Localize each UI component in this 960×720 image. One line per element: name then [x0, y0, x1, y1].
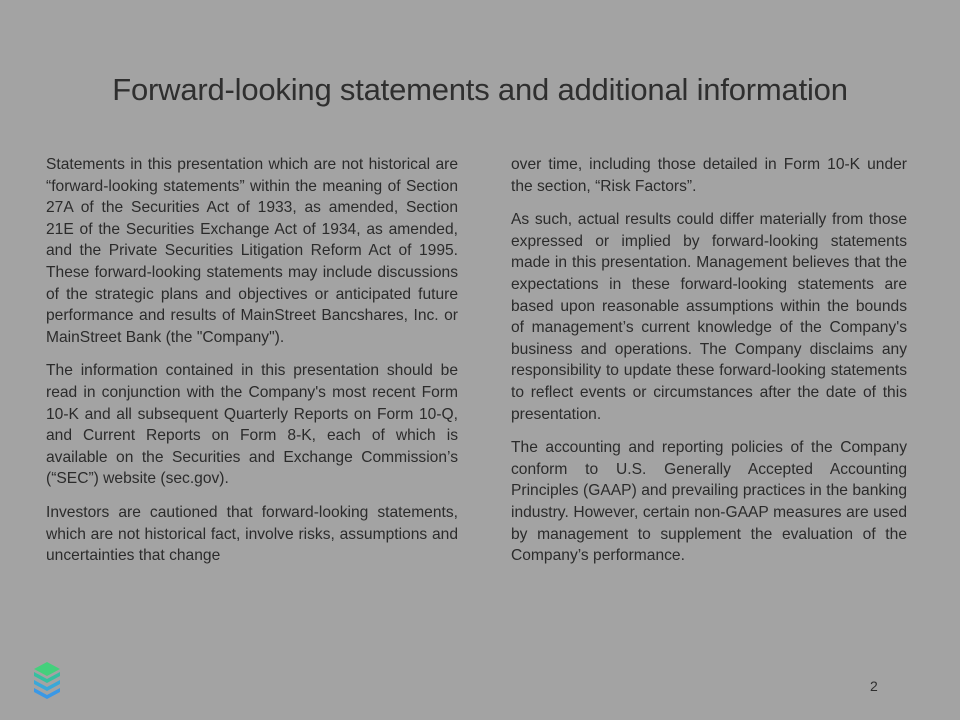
- stacked-layers-logo-icon: [32, 661, 62, 701]
- paragraph-information: The information contained in this presentation should be read in conjunction with the Company's most recent Form 10-K and all subsequent Quarterly Reports on Form 10-Q, and Current Reports on Form 8-K, each of which is available on the Securities and Exchange Commission’s (“SEC”) website (sec.gov).: [46, 362, 458, 488]
- right-text-column: [511, 154, 907, 579]
- paragraph-investors-cautioned: Investors are cautioned that forward-looking statements, which are not historical fact, involve risks, assumptions and uncertainties that change: [46, 503, 458, 565]
- paragraph-accounting-policies: The accounting and reporting policies of the Company conform to U.S. Generally Accepted Accounting Principles (GAAP) and prevailing practices in the banking industry. However, certain non-GAAP measures are used by management to supplement the evaluation of the Company’s performance.: [511, 439, 907, 565]
- slide-title: Forward-looking statements and additional information: [112, 72, 848, 107]
- paragraph-over-time: over time, including those detailed in Form 10-K under the section, “Risk Factors”.: [511, 156, 907, 195]
- page-number: 2: [870, 678, 878, 694]
- paragraph-actual-results: As such, actual results could differ materially from those expressed or implied by forward-looking statements made in this presentation. Management believes that the expectations in these forward-looking statements are based upon reasonable assumptions within the bounds of management’s current knowledge of the Company's business and operations. The Company disclaims any responsibility to update these forward-looking statements to reflect events or circumstances after the date of this presentation.: [511, 211, 907, 423]
- left-text-column: [46, 154, 458, 579]
- paragraph-forward-looking: Statements in this presentation which are not historical are “forward-looking statements” within the meaning of Section 27A of the Securities Act of 1933, as amended, Section 21E of the Securities Exchange Act of 1934, as amended, and the Private Securities Litigation Reform Act of 1995. These forward-looking statements may include discussions of the strategic plans and objectives or anticipated future performance and results of MainStreet Bancshares, Inc. or MainStreet Bank (the "Company").: [46, 156, 458, 346]
